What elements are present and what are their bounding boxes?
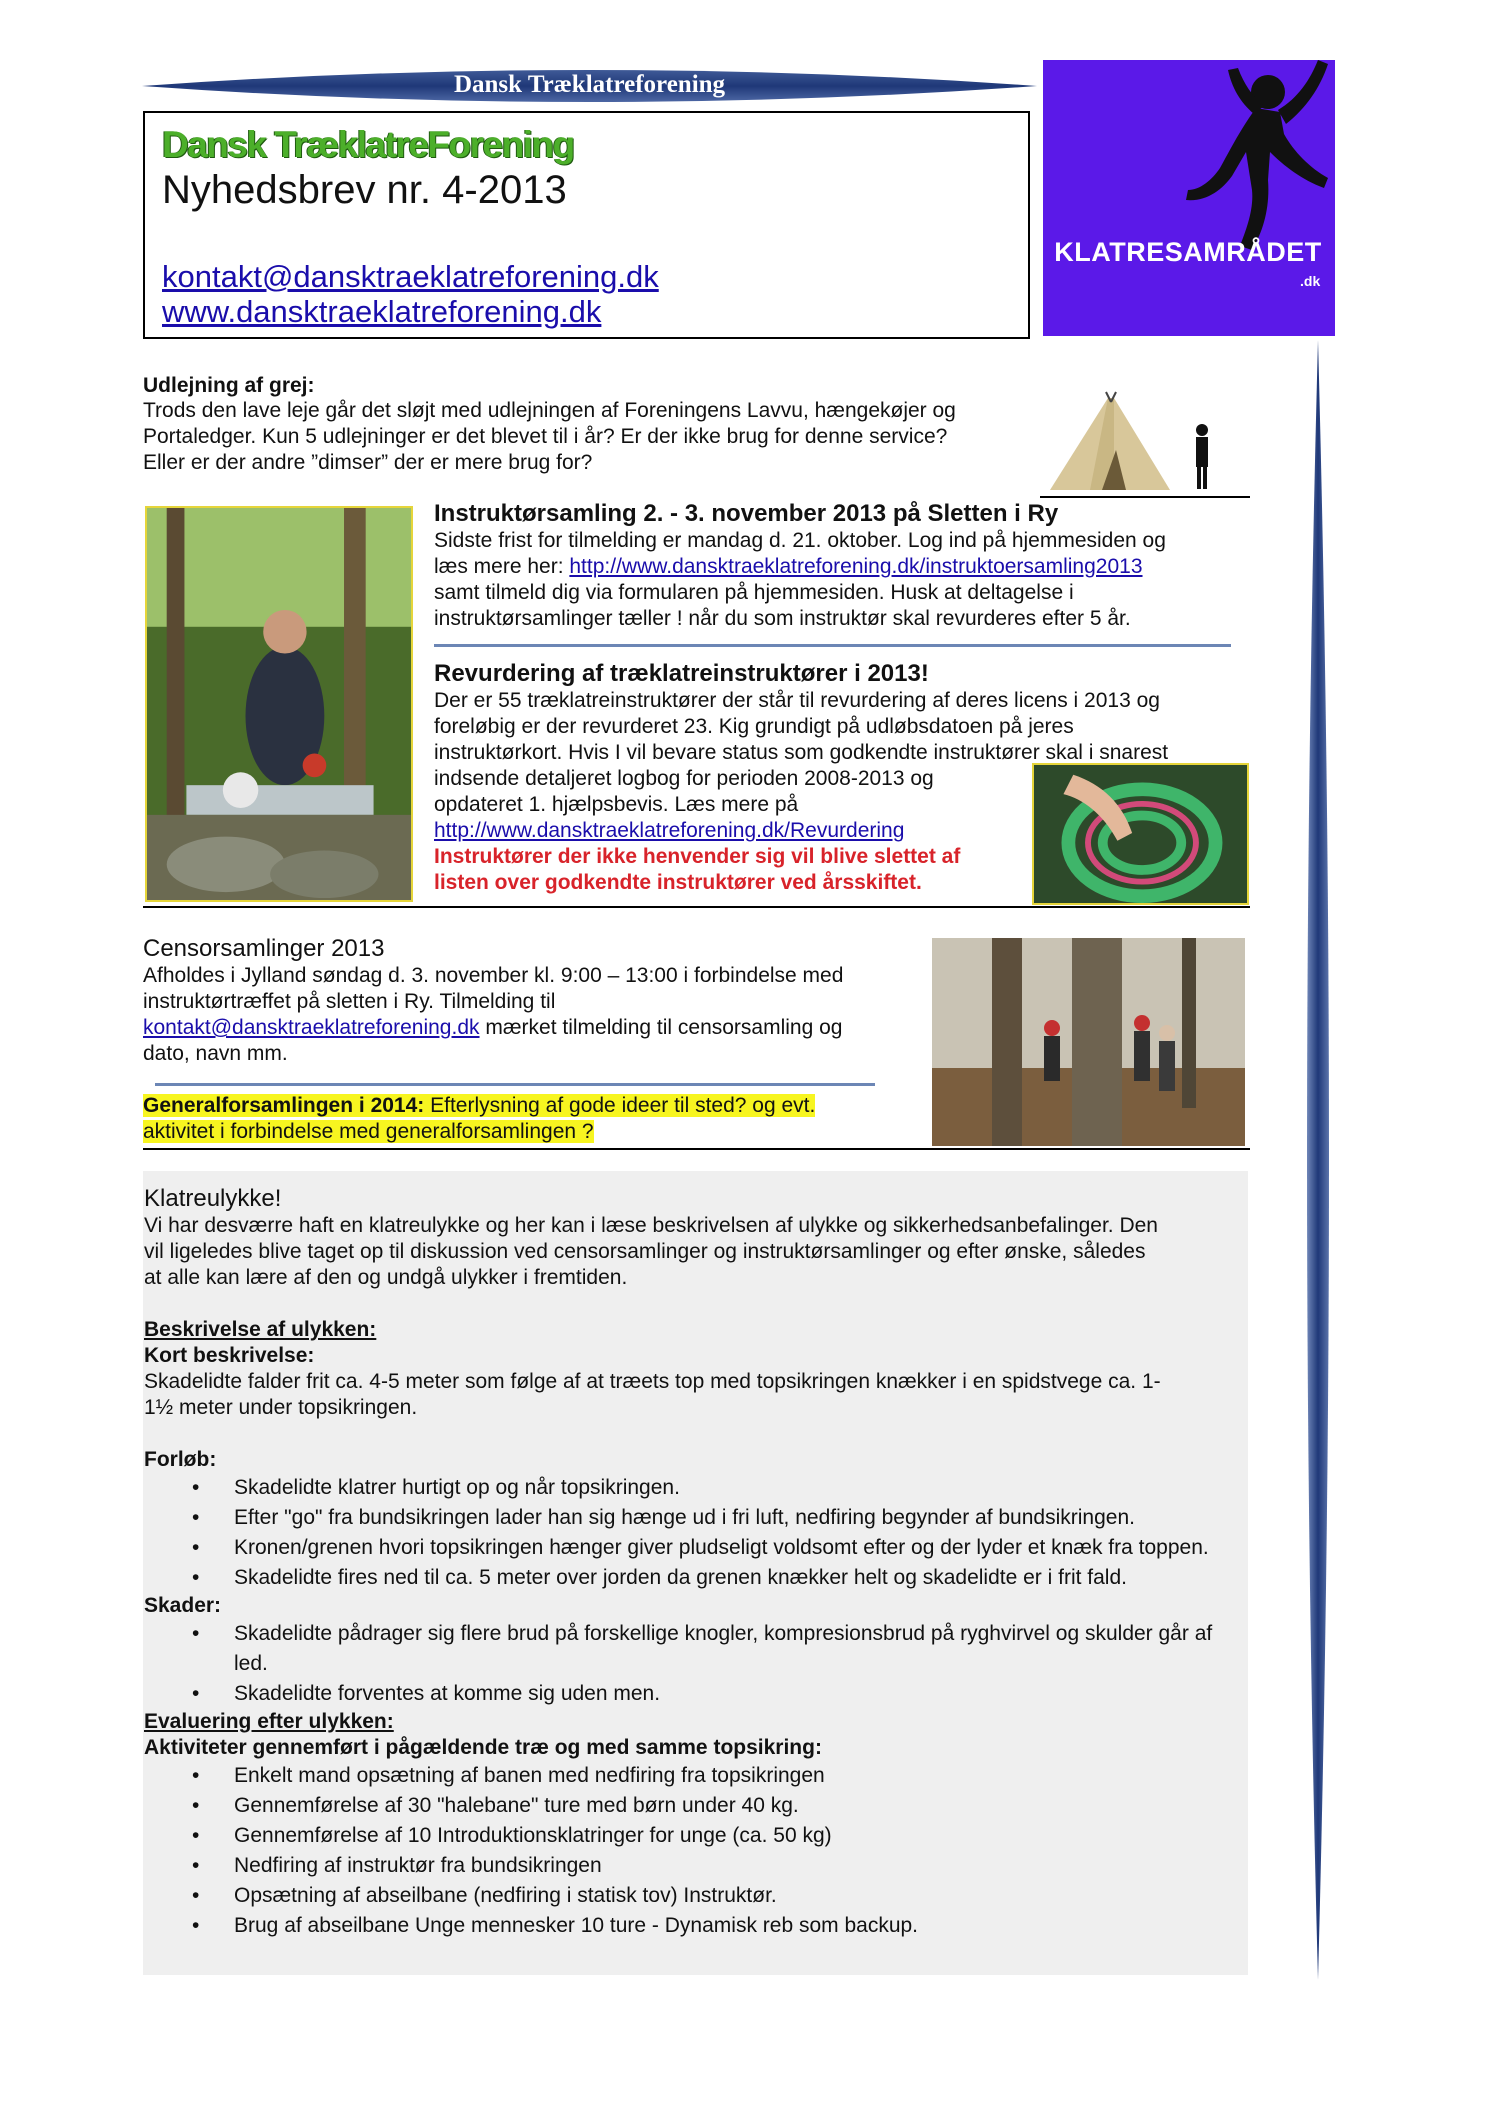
- re-evaluation-warning-2: listen over godkendte instruktører ved årsskiftet.: [434, 871, 922, 894]
- instructor-gathering-heading: Instruktørsamling 2. - 3. november 2013 på Sletten i Ry: [434, 500, 1059, 527]
- injuries-heading: Skader:: [144, 1594, 222, 1617]
- list-item: • Skadelidte forventes at komme sig uden men.: [144, 1679, 1244, 1709]
- general-assembly-text-2: aktivitet i forbindelse med generalforsamlingen ?: [143, 1120, 594, 1143]
- description-heading: Beskrivelse af ulykken:: [144, 1318, 377, 1341]
- list-item: • Nedfiring af instruktør fra bundsikringen: [144, 1851, 1244, 1881]
- list-item: • Skadelidte fires ned til ca. 5 meter over jorden da grenen knækker helt og skadelidte er i frit fald.: [144, 1563, 1244, 1593]
- instructor-gathering-link[interactable]: http://www.dansktraeklatreforening.dk/instruktoersamling2013: [569, 555, 1143, 578]
- general-assembly-label: Generalforsamlingen i 2014:: [143, 1094, 425, 1117]
- injuries-list: [144, 1619, 1244, 1709]
- re-evaluation-warning-1: Instruktører der ikke henvender sig vil blive slettet af: [434, 845, 961, 868]
- list-item: • Skadelidte klatrer hurtigt op og når topsikringen.: [144, 1473, 1244, 1503]
- list-item: • Skadelidte pådrager sig flere brud på forskellige knogler, kompresionsbrud på ryghvirvel og skulder går af led.: [144, 1619, 1244, 1679]
- instructor-gathering-section: [434, 500, 1234, 632]
- klatresamraadet-name: KLATRESAMRÅDET: [1054, 237, 1322, 267]
- accident-heading: Klatreulykke!: [144, 1185, 282, 1212]
- censor-email-link[interactable]: kontakt@dansktraeklatreforening.dk: [143, 1016, 480, 1039]
- list-item: • Kronen/grenen hvori topsikringen hænger giver pludseligt voldsomt efter og der lyder et knæk fra toppen.: [144, 1533, 1244, 1563]
- list-item: • Enkelt mand opsætning af banen med nedfiring fra topsikringen: [144, 1761, 1244, 1791]
- tent-image: [1050, 390, 1220, 495]
- re-evaluation-line-4: indsende detaljeret logbog for perioden 2008-2013 og: [434, 767, 934, 790]
- re-evaluation-line-5: opdateret 1. hjælpsbevis. Læs mere på: [434, 793, 799, 816]
- censor-gathering-section: [143, 935, 923, 1067]
- re-evaluation-heading: Revurdering af træklatreinstruktører i 2013!: [434, 660, 929, 687]
- forest-climbing-photo: [145, 506, 413, 902]
- list-item: • Gennemførelse af 10 Introduktionsklatringer for unge (ca. 50 kg): [144, 1821, 1244, 1851]
- instructor-gathering-line-1: Sidste frist for tilmelding er mandag d. 21. oktober. Log ind på hjemmesiden og: [434, 529, 1166, 552]
- course-heading: Forløb:: [144, 1448, 217, 1471]
- list-item: • Opsætning af abseilbane (nedfiring i statisk tov) Instruktør.: [144, 1881, 1244, 1911]
- list-item: • Brug af abseilbane Unge mennesker 10 ture - Dynamisk reb som backup.: [144, 1911, 1244, 1941]
- censor-gathering-line-1: Afholdes i Jylland søndag d. 3. november kl. 9:00 – 13:00 i forbindelse med: [143, 964, 844, 987]
- re-evaluation-link[interactable]: http://www.dansktraeklatreforening.dk/Revurdering: [434, 819, 905, 842]
- short-description-heading: Kort beskrivelse:: [144, 1344, 315, 1367]
- section-divider: [143, 906, 1250, 908]
- side-decoration: [1298, 340, 1338, 1980]
- rental-line-3: Eller er der andre ”dimser” der er mere brug for?: [143, 451, 593, 474]
- evaluation-heading: Evaluering efter ulykken:: [144, 1710, 394, 1733]
- instructor-gathering-line-3: samt tilmeld dig via formularen på hjemmesiden. Husk at deltagelse i: [434, 581, 1074, 604]
- association-logo-text: Dansk TræklatreForening: [162, 124, 574, 165]
- censor-gathering-line-3-text: mærket tilmelding til censorsamling og: [479, 1016, 843, 1039]
- list-item: • Gennemførelse af 30 "halebane" ture med børn under 40 kg.: [144, 1791, 1244, 1821]
- blue-divider: [155, 1083, 875, 1086]
- re-evaluation-line-2: foreløbig er der revurderet 23. Kig grundigt på udløbsdatoen på jeres: [434, 715, 1074, 738]
- instructors-photo: [932, 938, 1245, 1146]
- activities-heading: Aktiviteter gennemført i pågældende træ og med samme topsikring:: [144, 1736, 822, 1759]
- censor-gathering-heading: Censorsamlinger 2013: [143, 935, 385, 962]
- short-description-1: Skadelidte falder frit ca. 4-5 meter som følge af at træets top med topsikringen knækker i en spidstvege ca. 1-: [144, 1370, 1161, 1393]
- list-item: • Efter "go" fra bundsikringen lader han sig hænge ud i fri luft, nedfiring begynder af bundsikringen.: [144, 1503, 1244, 1533]
- rope-photo: [1032, 763, 1249, 905]
- course-list: [144, 1473, 1244, 1593]
- rental-line-2: Portaledger. Kun 5 udlejninger er det blevet til i år? Er der ikke brug for denne service?: [143, 425, 948, 448]
- instructor-gathering-line-4: instruktørsamlinger tæller ! når du som instruktør skal revurderes efter 5 år.: [434, 607, 1131, 630]
- general-assembly-text-1: Efterlysning af gode ideer til sted? og evt.: [424, 1094, 816, 1117]
- climber-silhouette-icon: [1160, 40, 1360, 260]
- activities-list: [144, 1761, 1244, 1941]
- klatresamraadet-suffix: .dk: [1300, 273, 1321, 289]
- newsletter-title: Nyhedsbrev nr. 4-2013: [162, 168, 567, 212]
- accident-report-section: [143, 1171, 1248, 1975]
- rental-section: [143, 374, 1043, 476]
- banner-title: Dansk Træklatreforening: [453, 71, 726, 98]
- censor-gathering-line-4: dato, navn mm.: [143, 1042, 288, 1065]
- instructor-gathering-line-2: [434, 554, 1234, 580]
- section-divider: [143, 1148, 1250, 1150]
- censor-gathering-line-3: [143, 1015, 923, 1041]
- censor-gathering-line-2: instruktørtræffet på sletten i Ry. Tilmelding til: [143, 990, 556, 1013]
- accident-intro-1: Vi har desværre haft en klatreulykke og her kan i læse beskrivelsen af ulykke og sikkerhedsanbefalinger. Den: [144, 1214, 1158, 1237]
- blue-divider: [434, 644, 1231, 647]
- email-link[interactable]: kontakt@dansktraeklatreforening.dk: [162, 259, 659, 294]
- website-link[interactable]: www.dansktraeklatreforening.dk: [162, 294, 602, 329]
- re-evaluation-line-1: Der er 55 træklatreinstruktører der står til revurdering af deres licens i 2013 og: [434, 689, 1160, 712]
- rental-line-1: Trods den lave leje går det sløjt med udlejningen af Foreningens Lavvu, hængekøjer og: [143, 399, 956, 422]
- accident-intro-3: at alle kan lære af den og undgå ulykker i fremtiden.: [144, 1266, 628, 1289]
- accident-intro-2: vil ligeledes blive taget op til diskussion ved censorsamlinger og instruktørsamlinger og efter ønske, således: [144, 1240, 1146, 1263]
- section-divider: [1040, 496, 1250, 498]
- instructor-gathering-line-2-text: læs mere her:: [434, 555, 570, 578]
- re-evaluation-line-3: instruktørkort. Hvis I vil bevare status som godkendte instruktører skal i snarest: [434, 741, 1169, 764]
- general-assembly-notice: [143, 1093, 883, 1145]
- short-description-2: 1½ meter under topsikringen.: [144, 1396, 418, 1419]
- rental-heading: Udlejning af grej:: [143, 374, 315, 397]
